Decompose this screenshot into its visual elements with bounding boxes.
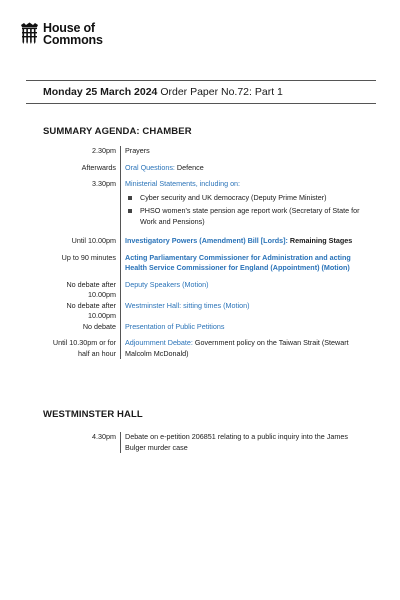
statement-text: PHSO women's state pension age report work (Secretary of State for Work and Pensions)	[140, 206, 360, 226]
logo-line-2: Commons	[43, 33, 103, 47]
agenda-row-prayers	[43, 146, 378, 163]
agenda-row-e-petition-debate	[43, 432, 378, 453]
order-paper-number: Order Paper No.72: Part 1	[160, 86, 283, 98]
public-petitions-link[interactable]: Presentation of Public Petitions	[125, 321, 225, 331]
house-of-commons-logo	[20, 22, 103, 46]
logo-line-1: House of	[43, 21, 95, 35]
ministerial-statements-link[interactable]: Ministerial Statements, including on:	[125, 179, 241, 188]
agenda-time: 4.30pm	[92, 432, 116, 441]
agenda-time: Afterwards	[81, 162, 116, 172]
agenda-item-text: Remaining Stages	[287, 236, 353, 245]
statement-text: Cyber security and UK democracy (Deputy Prime Minister)	[140, 192, 327, 202]
westminster-hall-section-title: WESTMINSTER HALL	[43, 409, 143, 420]
investigatory-powers-bill-link[interactable]: Investigatory Powers (Amendment) Bill [Lords]:	[125, 236, 288, 245]
agenda-time: No debate	[82, 321, 116, 331]
agenda-item-text: Prayers	[125, 146, 150, 155]
westminster-hall-sitting-times-link[interactable]: Westminster Hall: sitting times (Motion)	[125, 300, 250, 310]
order-paper-header	[43, 86, 283, 98]
statement-list	[125, 193, 370, 228]
agenda-row-investigatory-powers	[43, 236, 378, 253]
agenda-time: No debate after 10.00pm	[66, 300, 116, 320]
westminster-hall-agenda	[43, 432, 378, 453]
agenda-row-ministerial-statements	[43, 179, 378, 236]
agenda-time: No debate after 10.00pm	[66, 279, 116, 299]
list-item	[125, 193, 370, 204]
list-item	[125, 206, 370, 227]
deputy-speakers-motion-link[interactable]: Deputy Speakers (Motion)	[125, 279, 209, 289]
agenda-row-adjournment-debate	[43, 338, 378, 359]
header-top-rule	[26, 80, 376, 81]
agenda-time: Until 10.30pm or for half an hour	[52, 338, 116, 358]
agenda-item-text: Defence	[174, 162, 204, 172]
agenda-time: Up to 90 minutes	[61, 252, 116, 262]
agenda-row-oral-questions	[43, 163, 378, 180]
header-bottom-rule	[26, 103, 376, 104]
agenda-time: Until 10.00pm	[71, 236, 116, 245]
agenda-row-acting-commissioner	[43, 253, 378, 280]
agenda-row-public-petitions	[43, 322, 378, 339]
agenda-item-text: Debate on e-petition 206851 relating to a public inquiry into the James Bulger murder case	[125, 432, 348, 452]
logo-text	[43, 22, 103, 46]
oral-questions-link[interactable]: Oral Questions:	[125, 162, 175, 172]
order-paper-date: Monday 25 March 2024	[43, 86, 158, 98]
square-bullet-icon	[128, 196, 132, 200]
chamber-agenda	[43, 146, 378, 359]
agenda-row-deputy-speakers	[43, 280, 378, 301]
agenda-time: 3.30pm	[92, 179, 116, 188]
agenda-time: 2.30pm	[92, 146, 116, 155]
chamber-section-title: SUMMARY AGENDA: CHAMBER	[43, 126, 192, 137]
square-bullet-icon	[128, 209, 132, 213]
portcullis-icon	[20, 22, 39, 44]
acting-commissioner-motion-link[interactable]: Acting Parliamentary Commissioner for Administration and acting Health Service Commissioner for England (Appointment) (Motion)	[125, 252, 351, 272]
agenda-item-text: Government policy on the Taiwan Strait (Stewart Malcolm McDonald)	[125, 338, 349, 358]
agenda-row-westminster-hall-times	[43, 301, 378, 322]
adjournment-debate-link[interactable]: Adjournment Debate:	[125, 338, 193, 347]
